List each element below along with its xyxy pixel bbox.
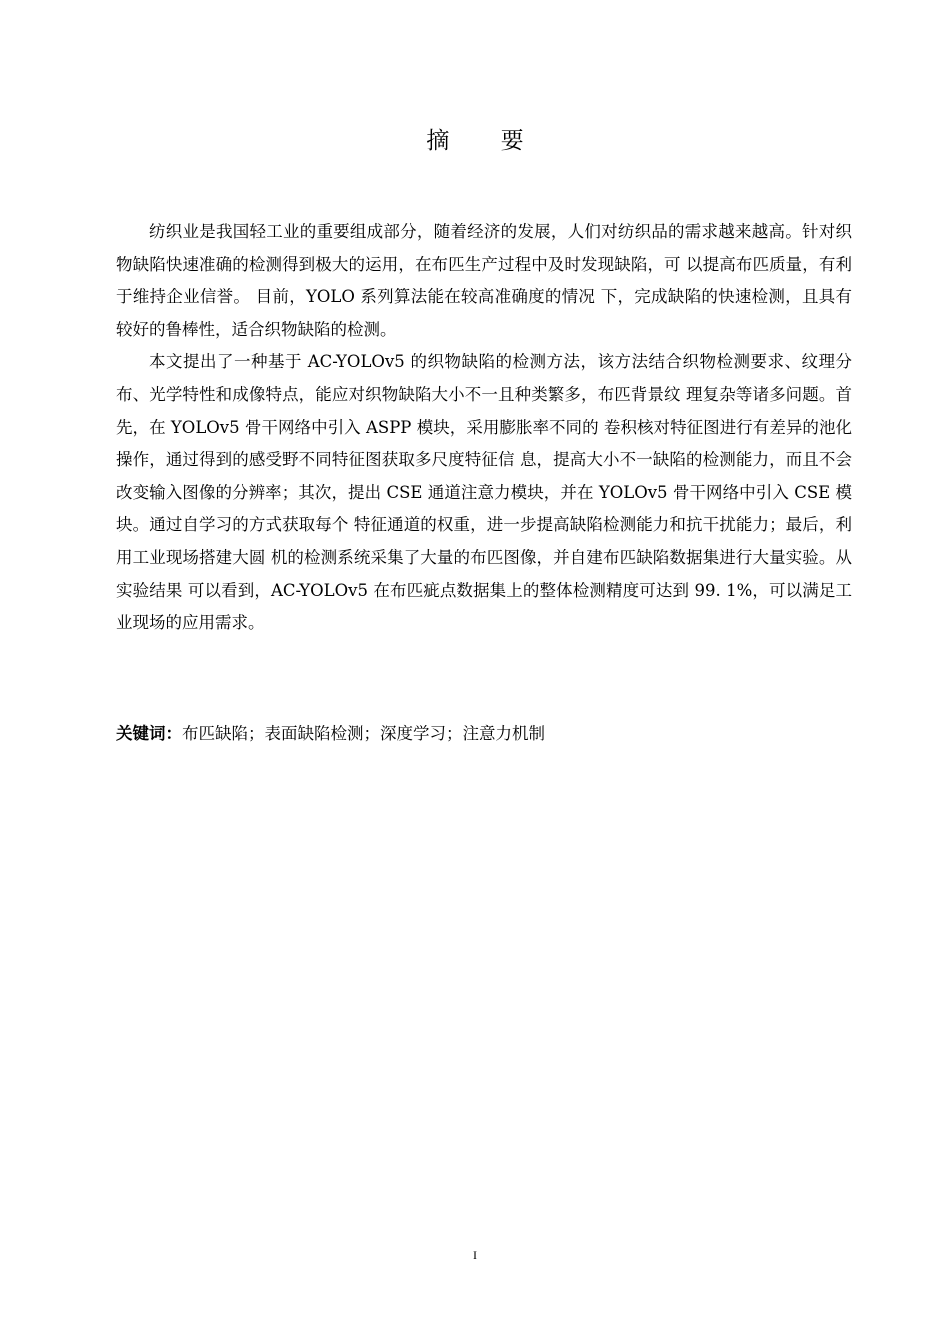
keywords-text: 布匹缺陷；表面缺陷检测；深度学习；注意力机制 <box>182 724 545 743</box>
keywords-label: 关键词： <box>116 724 182 743</box>
abstract-body <box>116 216 852 640</box>
abstract-title: 摘 要 <box>426 128 546 154</box>
keywords-line <box>116 720 852 748</box>
abstract-paragraph-2: 本文提出了一种基于 AC-YOLOv5 的织物缺陷的检测方法，该方法结合织物检测要求、纹理分布、光学特性和成像特点，能应对织物缺陷大小不一且种类繁多，布匹背景纹 理复杂等诸多问题。首先，在 YOLOv5 骨干网络中引入 ASPP 模块，采用膨胀率不同的 卷积核对特征图进行有差异的池化操作，通过得到的感受野不同特征图获取多尺度特征信 息，提高大小不一缺陷的检测能力，而且不会改变输入图像的分辨率；其次，提出 CSE 通道注意力模块，并在 YOLOv5 骨干网络中引入 CSE 模块。通过自学习的方式获取每个 特征通道的权重，进一步提高缺陷检测能力和抗干扰能力；最后，利用工业现场搭建大圆 机的检测系统采集了大量的布匹图像，并自建布匹缺陷数据集进行大量实验。从实验结果 可以看到，AC-YOLOv5 在布匹疵点数据集上的整体检测精度可达到 99. 1%，可以满足工 业现场的应用需求。 <box>116 352 852 633</box>
page-number: I <box>473 1248 477 1262</box>
abstract-paragraph-1: 纺织业是我国轻工业的重要组成部分，随着经济的发展，人们对纺织品的需求越来越高。针对织物缺陷快速准确的检测得到极大的运用，在布匹生产过程中及时发现缺陷，可 以提高布匹质量，有利于维持企业信誉。 目前，YOLO 系列算法能在较高准确度的情况 下，完成缺陷的快速检测，且具有较好的鲁棒性，适合织物缺陷的检测。 <box>116 222 852 339</box>
